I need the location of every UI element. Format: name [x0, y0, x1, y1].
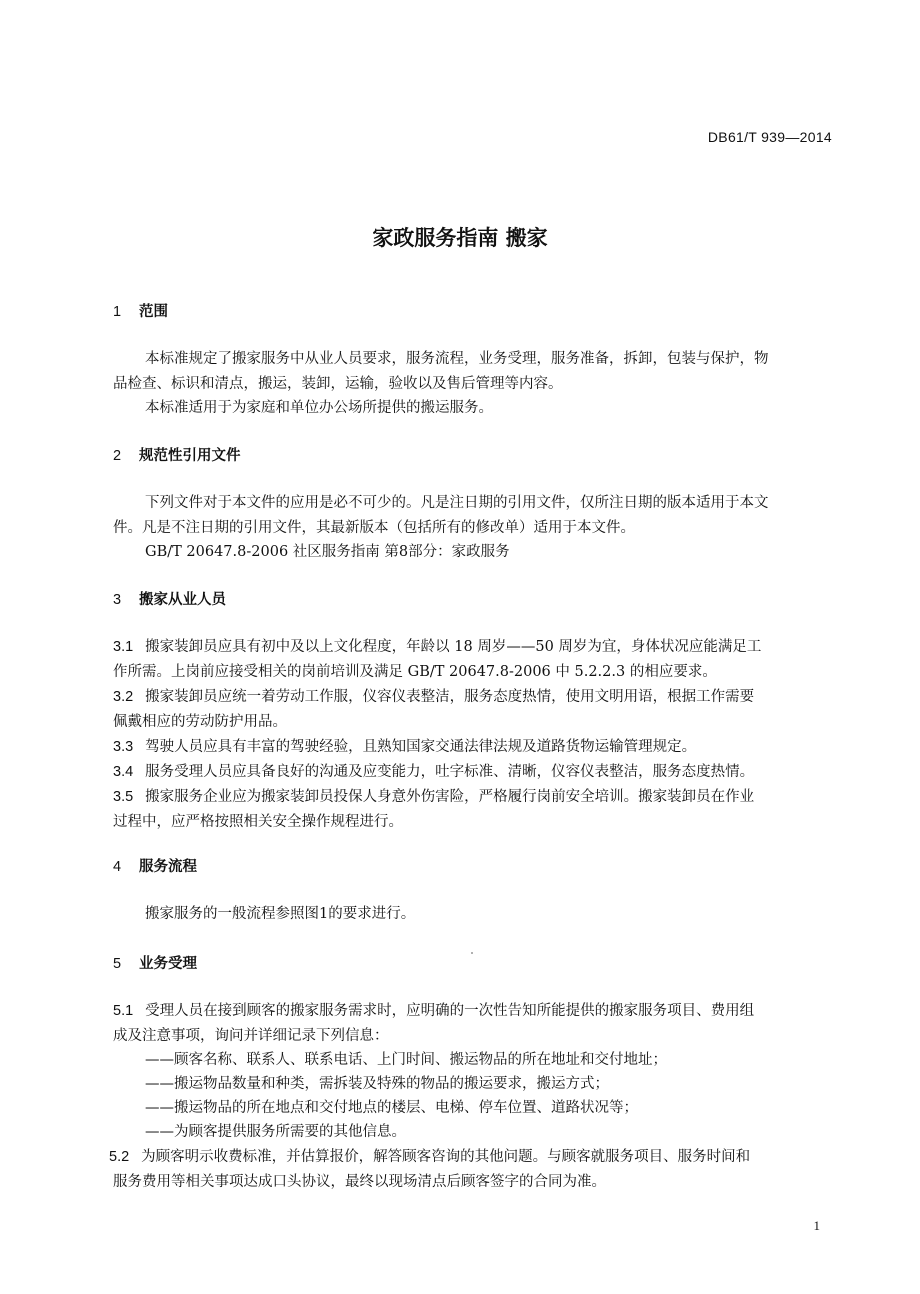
document-title: 家政服务指南 搬家 [372, 226, 548, 250]
clause-3-2 [113, 685, 754, 706]
clause-3-3 [113, 735, 696, 756]
paragraph-line: 佩戴相应的劳动防护用品。 [113, 714, 287, 730]
dash-item: ——搬运物品的所在地点和交付地点的楼层、电梯、停车位置、道路状况等； [145, 1100, 638, 1116]
section-title: 搬家从业人员 [139, 592, 226, 608]
section-heading [113, 952, 197, 973]
dash-item: ——为顾客提供服务所需要的其他信息。 [145, 1124, 406, 1140]
section-heading [113, 855, 197, 876]
paragraph-line: 服务费用等相关事项达成口头协议，最终以现场清点后顾客签字的合同为准。 [113, 1174, 606, 1190]
reference-line: GB/T 20647.8-2006 社区服务指南 第8部分：家政服务 [145, 544, 510, 560]
section-title: 服务流程 [139, 859, 197, 875]
clause-text: 服务受理人员应具备良好的沟通及应变能力，吐字标准、清晰，仪容仪表整洁，服务态度热情。 [145, 764, 755, 780]
paragraph-line: 搬家服务的一般流程参照图1的要求进行。 [145, 906, 416, 922]
clause-text: 搬家装卸员应具有初中及以上文化程度，年龄以 18 周岁——50 周岁为宜，身体状况应能满足工 [145, 639, 762, 655]
clause-number: 3.3 [113, 739, 134, 755]
section-title: 规范性引用文件 [139, 448, 241, 464]
page-number: 1 [813, 1218, 820, 1233]
section-number: 5 [113, 956, 122, 972]
clause-number: 3.4 [113, 764, 134, 780]
clause-text: 搬家服务企业应为搬家装卸员投保人身意外伤害险，严格履行岗前安全培训。搬家装卸员在作业 [145, 789, 755, 805]
section-heading [113, 588, 226, 609]
standard-code: DB61/T 939—2014 [707, 129, 832, 145]
section-number: 1 [113, 304, 122, 320]
section-number: 4 [113, 859, 122, 875]
clause-3-1 [113, 635, 761, 656]
clause-number: 3.1 [113, 639, 134, 655]
clause-text: 驾驶人员应具有丰富的驾驶经验，且熟知国家交通法律法规及道路货物运输管理规定。 [145, 739, 697, 755]
clause-text: 为顾客明示收费标准，并估算报价，解答顾客咨询的其他问题。与顾客就服务项目、服务时间和 [141, 1149, 751, 1165]
section-title: 业务受理 [139, 956, 197, 972]
paragraph-line: 过程中，应严格按照相关安全操作规程进行。 [113, 814, 403, 830]
clause-5-2 [109, 1145, 750, 1166]
clause-number: 3.2 [113, 689, 134, 705]
paragraph-line: 下列文件对于本文件的应用是必不可少的。凡是注日期的引用文件，仅所注日期的版本适用于本文 [145, 495, 769, 511]
clause-text: 受理人员在接到顾客的搬家服务需求时，应明确的一次性告知所能提供的搬家服务项目、费用组 [145, 1003, 755, 1019]
section-heading [113, 300, 168, 321]
clause-3-4 [113, 760, 754, 781]
section-heading [113, 444, 241, 465]
paragraph-line: 作所需。上岗前应接受相关的岗前培训及满足 GB/T 20647.8-2006 中 5.2.2.3 的相应要求。 [113, 664, 717, 680]
dash-item: ——搬运物品数量和种类，需拆装及特殊的物品的搬运要求，搬运方式； [145, 1076, 609, 1092]
paragraph-line: 本标准规定了搬家服务中从业人员要求，服务流程，业务受理，服务准备，拆卸，包装与保护，物 [145, 351, 769, 367]
paragraph-line: 品检查、标识和清点，搬运，装卸，运输，验收以及售后管理等内容。 [113, 376, 563, 392]
paragraph-line: 成及注意事项，询问并详细记录下列信息： [113, 1028, 389, 1044]
clause-5-1 [113, 999, 754, 1020]
clause-text: 搬家装卸员应统一着劳动工作服，仪容仪表整洁，服务态度热情，使用文明用语，根据工作需要 [145, 689, 755, 705]
dash-item: ——顾客名称、联系人、联系电话、上门时间、搬运物品的所在地址和交付地址； [145, 1052, 667, 1068]
clause-number: 3.5 [113, 789, 134, 805]
section-number: 2 [113, 448, 122, 464]
section-number: 3 [113, 592, 122, 608]
clause-number: 5.2 [109, 1149, 130, 1165]
paragraph-line: 件。凡是不注日期的引用文件，其最新版本（包括所有的修改单）适用于本文件。 [113, 520, 635, 536]
scan-speck [471, 952, 473, 954]
paragraph-line: 本标准适用于为家庭和单位办公场所提供的搬运服务。 [145, 400, 493, 416]
section-title: 范围 [139, 304, 168, 320]
clause-number: 5.1 [113, 1003, 134, 1019]
clause-3-5 [113, 785, 754, 806]
